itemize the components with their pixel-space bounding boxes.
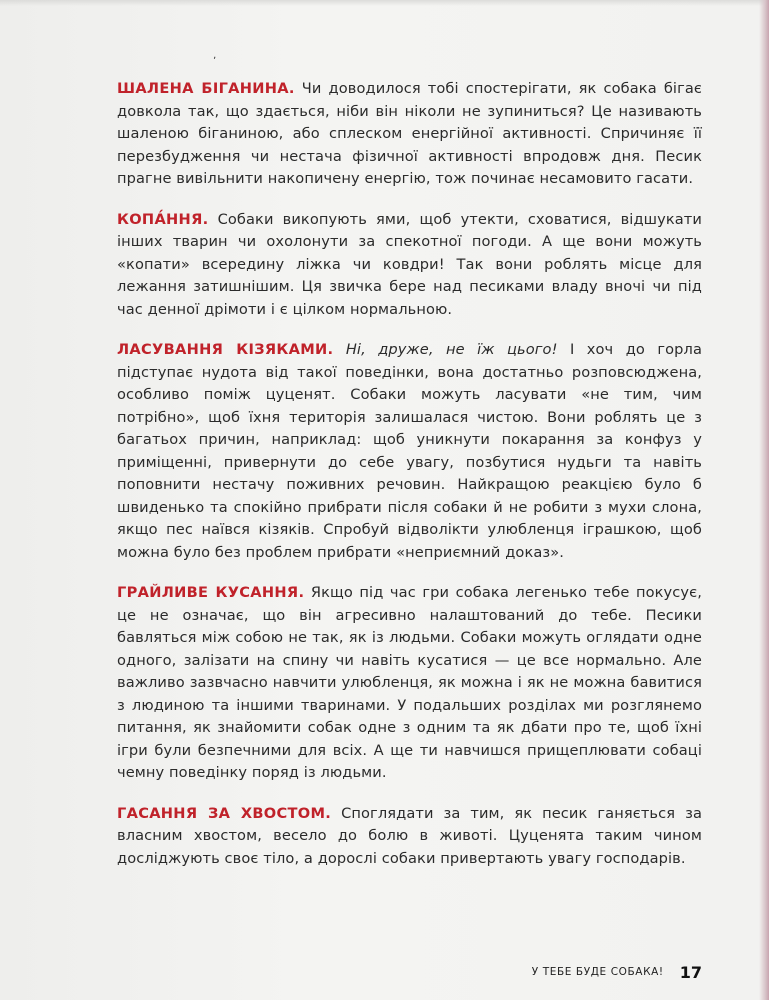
paragraph-text: Якщо під час гри собака легенько тебе покусує, це не означає, що він агресивно налаштований до тебе. Песики бавляться між собою не так, як із людьми. Собаки можуть оглядати одне одного, залізати на спину чи навіть кусатися — це все нормально. Але важливо зазвчасно навчити улюбленця, як можна і як не можна бавитися з людиною та іншими тваринами. У подальших розділах ми розглянемо питання, як знайомити собак одне з одним та як дбати про те, щоб їхні ігри були безпечними для всіх. А ще ти навчишся прищеплювати собаці чемну поведінку поряд із людьми. xyxy=(117,584,702,781)
paragraph-text: Собаки викопують ями, щоб утекти, сховатися, відшукати інших тварин чи охолонути за спекотної погоди. А ще вони можуть «копати» всередину ліжка чи ковдри! Так вони роблять місце для лежання затишнішим. Ця звичка бере над песиками владу вночі чи під час денної дрімоти і є цілком нормальною. xyxy=(117,210,702,318)
page-footer xyxy=(0,960,702,984)
italic-phrase: Ні, друже, не їж цього! xyxy=(333,341,558,358)
page-right-edge xyxy=(759,0,769,1000)
paragraph-text: І хоч до горла підступає нудота від такої поведінки, вона достатньо розповсюджена, особливо поміж цуценят. Собаки можуть ласувати «не тим, чим потрібно», щоб їхня територія залишалася чистою. Вони роблять це з багатьох причин, наприклад: щоб уникнути покарання за конфуз у приміщенні, привернути до себе увагу, позбутися нудьги та навіть поповнити нестачу поживних речовин. Найкращою реакцією було б швиденько та спокійно прибрати після собаки й не робити з мухи слона, якщо пес наївся кізяків. Спробуй відволікти улюбленця іграшкою, щоб можна було без проблем прибрати «неприємний доказ». xyxy=(117,341,702,561)
term-heading: ГРАЙЛИВЕ КУСАННЯ. xyxy=(117,584,305,601)
term-heading: ЛАСУВАННЯ КІЗЯКАМИ. xyxy=(117,341,334,358)
paragraph-crazy-running xyxy=(117,78,702,191)
paragraph-eating-dung xyxy=(117,339,702,564)
running-footer-title: У ТЕБЕ БУДЕ СОБАКА! xyxy=(531,966,664,978)
term-heading: КОПА́ННЯ. xyxy=(117,210,209,228)
page-number: 17 xyxy=(679,962,702,982)
body-text xyxy=(117,78,702,888)
paragraph-digging xyxy=(117,209,702,322)
paragraph-text: Споглядати за тим, як песик ганяється за власним хвостом, весело до болю в животі. Цуценята таким чином досліджують своє тіло, а дорослі собаки привертають увагу господарів. xyxy=(117,804,702,867)
paragraph-tail-chasing xyxy=(117,803,702,871)
paragraph-text: Чи доводилося тобі спостерігати, як собака бігає довкола так, що здається, ніби він ніколи не зупиниться? Це називають шаленою біганиною, або сплеском енергійної активності. Спричиняє її перезбудження чи нестача фізичної активності впродовж дня. Песик прагне вивільнити накопичену енергію, тож починає несамовито гасати. xyxy=(117,80,702,187)
page-top-shadow xyxy=(0,0,769,6)
term-heading: ШАЛЕНА БІГАНИНА. xyxy=(117,80,295,97)
term-heading: ГАСАННЯ ЗА ХВОСТОМ. xyxy=(117,804,332,822)
stray-mark: ʼ xyxy=(213,56,217,67)
paragraph-playful-biting xyxy=(117,582,702,785)
